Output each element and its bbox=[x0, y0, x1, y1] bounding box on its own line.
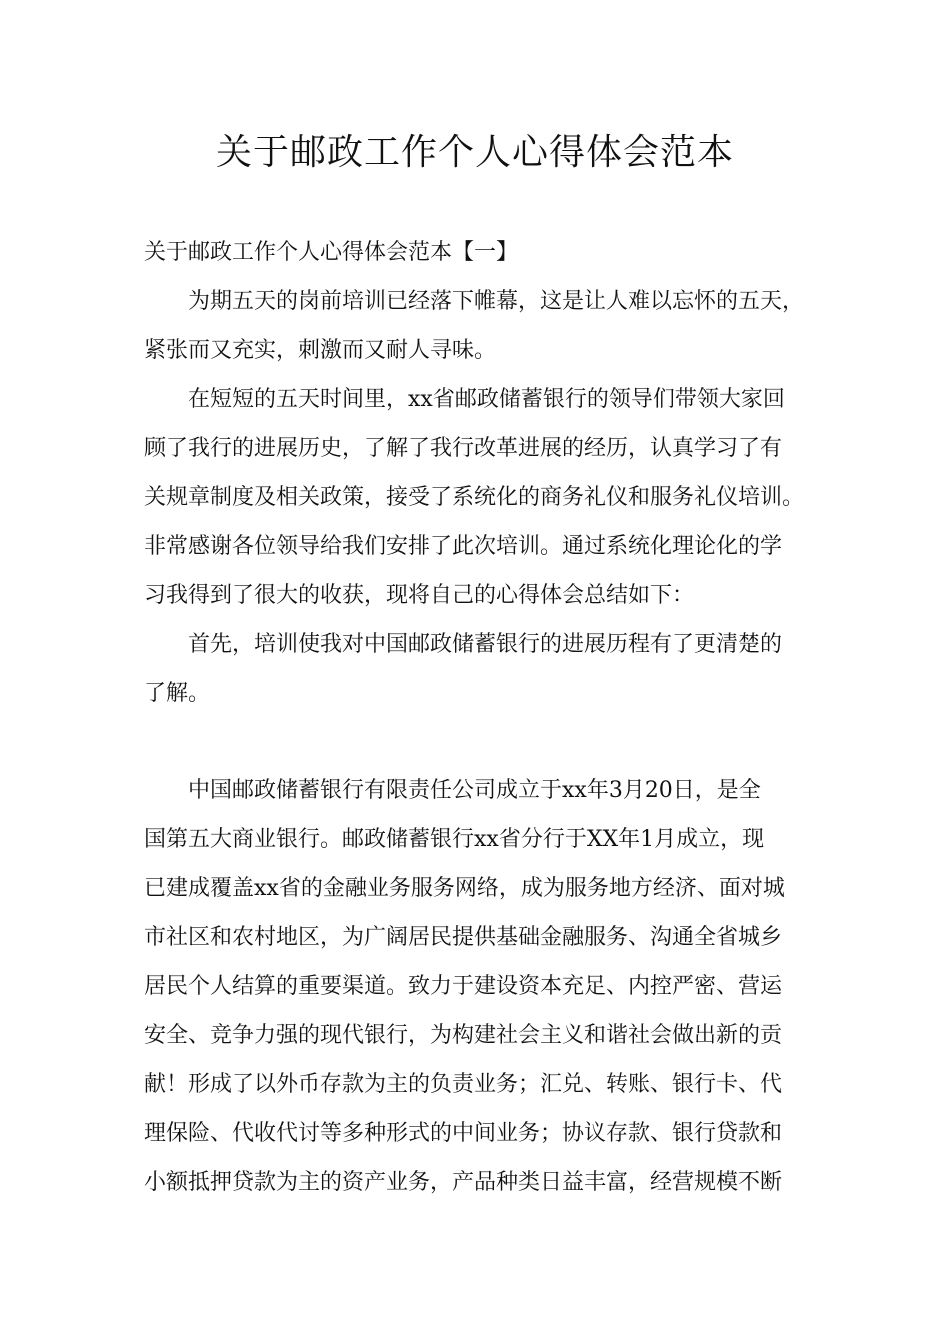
paragraph-line: 献！形成了以外币存款为主的负责业务；汇兑、转账、银行卡、代 bbox=[144, 1072, 783, 1097]
paragraph-line: 在短短的五天时间里，xx省邮政储蓄银行的领导们带领大家回 bbox=[188, 387, 785, 412]
paragraph-3 bbox=[144, 620, 824, 718]
paragraph-line: 非常感谢各位领导给我们安排了此次培训。通过系统化理论化的学 bbox=[144, 534, 783, 559]
paragraph-line: 理保险、代收代讨等多种形式的中间业务；协议存款、银行贷款和 bbox=[144, 1121, 783, 1146]
paragraph-line: 居民个人结算的重要渠道。致力于建设资本充足、内控严密、营运 bbox=[144, 974, 783, 999]
paragraph-line: 安全、竞争力强的现代银行，为构建社会主义和谐社会做出新的贡 bbox=[144, 1023, 783, 1048]
section-heading: 关于邮政工作个人心得体会范本【一】 bbox=[144, 240, 519, 265]
paragraph-line: 已建成覆盖xx省的金融业务服务网络，成为服务地方经济、面对城 bbox=[144, 876, 785, 901]
paragraph-2 bbox=[144, 375, 824, 620]
paragraph-gap bbox=[144, 718, 824, 766]
paragraph-line: 中国邮政储蓄银行有限责任公司成立于xx年3月20日，是全 bbox=[188, 778, 761, 803]
paragraph-line: 为期五天的岗前培训已经落下帷幕，这是让人难以忘怀的五天， bbox=[188, 289, 805, 314]
paragraph-line: 国第五大商业银行。邮政储蓄银行xx省分行于XX年1月成立，现 bbox=[144, 827, 765, 852]
paragraph-line: 市社区和农村地区，为广阔居民提供基础金融服务、沟通全省城乡 bbox=[144, 925, 783, 950]
paragraph-line: 小额抵押贷款为主的资产业务，产品种类日益丰富，经营规模不断 bbox=[144, 1170, 783, 1195]
paragraph-4 bbox=[144, 766, 824, 1207]
paragraph-line: 习我得到了很大的收获，现将自己的心得体会总结如下： bbox=[144, 583, 695, 608]
paragraph-1 bbox=[144, 277, 824, 375]
document-title: 关于邮政工作个人心得体会范本 bbox=[215, 132, 734, 173]
paragraph-line: 了解。 bbox=[144, 681, 211, 706]
paragraph-line: 首先，培训使我对中国邮政储蓄银行的进展历程有了更清楚的 bbox=[188, 632, 783, 657]
document-body bbox=[144, 228, 824, 1207]
paragraph-line: 关规章制度及相关政策，接受了系统化的商务礼仪和服务礼仪培训。 bbox=[144, 485, 805, 510]
paragraph-line: 紧张而又充实，刺激而又耐人寻味。 bbox=[144, 338, 497, 363]
paragraph-line: 顾了我行的进展历史，了解了我行改革进展的经历，认真学习了有 bbox=[144, 436, 783, 461]
